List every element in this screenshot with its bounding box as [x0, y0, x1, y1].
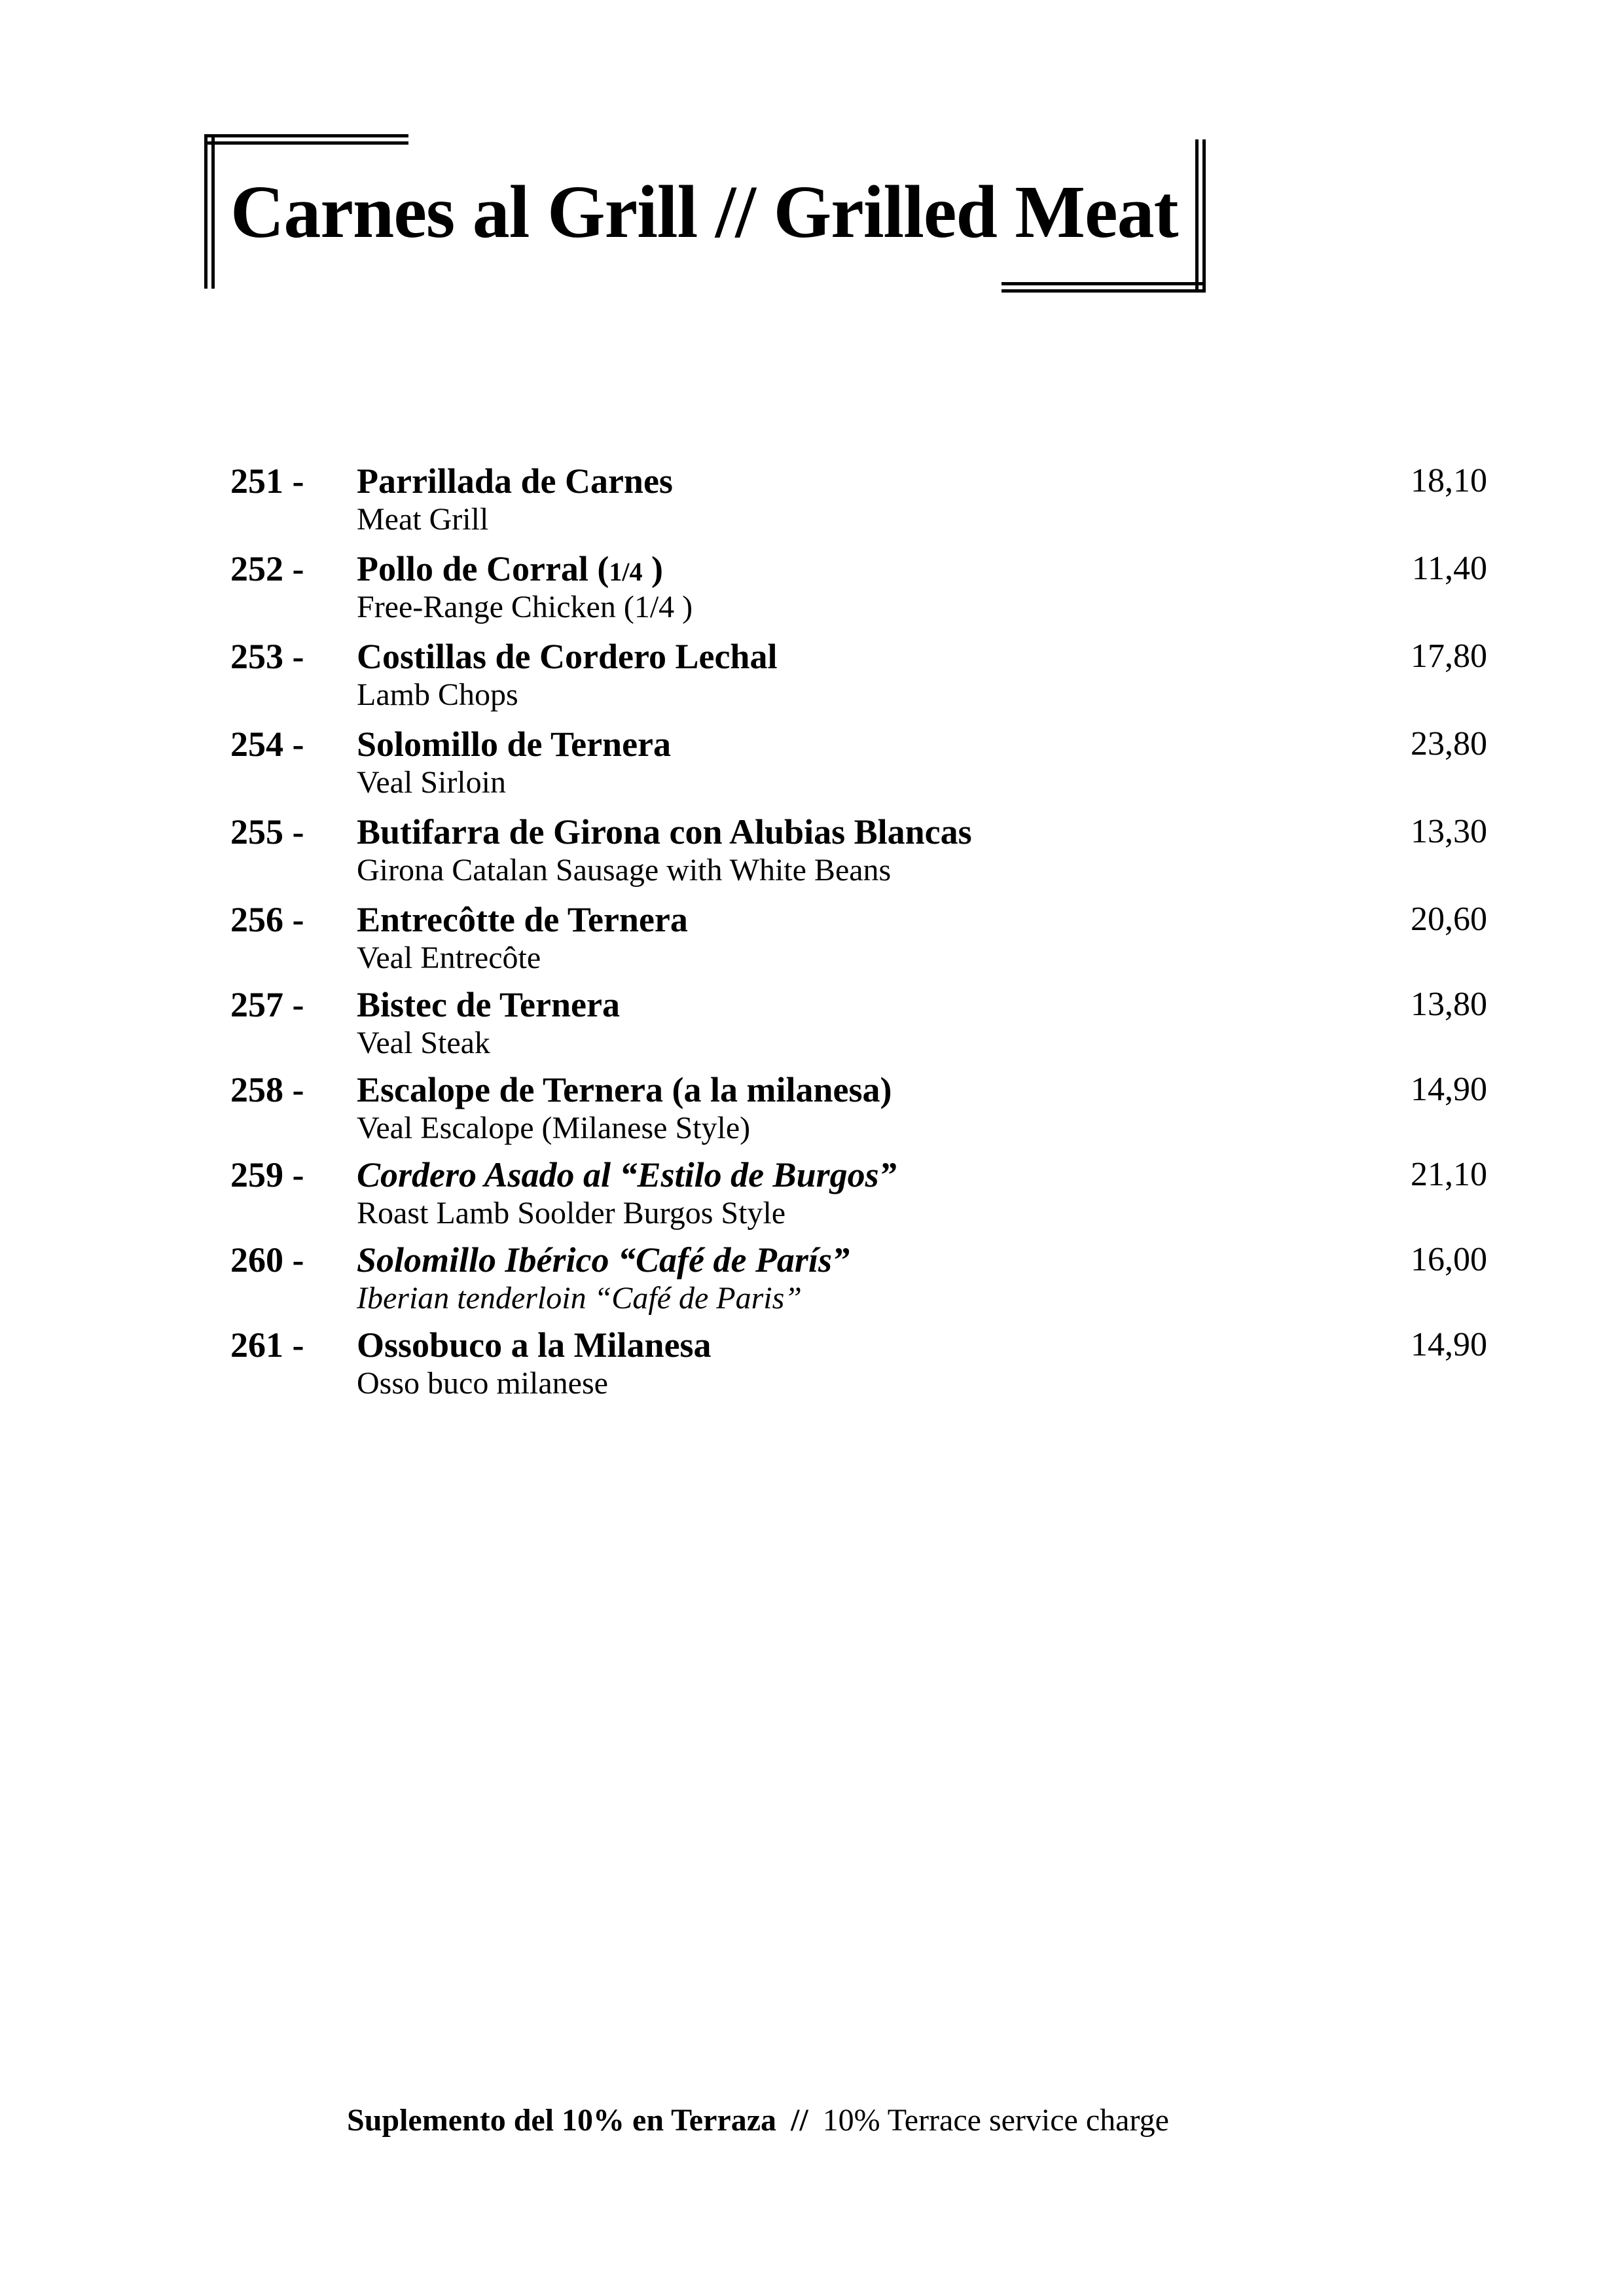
item-number: 252 -: [230, 549, 304, 588]
item-description: Free-Range Chicken (1/4 ): [357, 590, 693, 624]
item-price: 17,80: [1411, 637, 1487, 675]
menu-item: [230, 982, 1487, 1067]
item-name: Solomillo Ibérico “Café de París”: [357, 1240, 850, 1280]
menu-item: [230, 634, 1487, 721]
item-price: 18,10: [1411, 462, 1487, 499]
item-name: Parrillada de Carnes: [357, 461, 673, 501]
menu-item: [230, 897, 1487, 982]
item-number: 255 -: [230, 812, 304, 852]
item-description: Veal Entrecôte: [357, 941, 541, 975]
menu-item: [230, 721, 1487, 809]
menu-item: [230, 458, 1487, 546]
item-description: Veal Sirloin: [357, 765, 506, 800]
item-number: 260 -: [230, 1240, 304, 1280]
item-name-portion: 1/4: [609, 557, 643, 586]
item-description: Veal Escalope (Milanese Style): [357, 1111, 751, 1145]
item-name-main: Pollo de Corral (: [357, 549, 609, 588]
item-price: 14,90: [1411, 1326, 1487, 1363]
item-name: Cordero Asado al “Estilo de Burgos”: [357, 1155, 897, 1194]
item-description: Girona Catalan Sausage with White Beans: [357, 853, 892, 888]
menu-item: [230, 809, 1487, 897]
menu-item: [230, 1322, 1487, 1407]
footer-separator: //: [791, 2103, 808, 2138]
item-price: 23,80: [1411, 725, 1487, 762]
item-price: 20,60: [1411, 901, 1487, 938]
menu-list: [230, 458, 1487, 1407]
menu-item: [230, 546, 1487, 634]
terrace-supplement-es: Suplemento del 10% en Terraza: [347, 2103, 776, 2138]
title-frame: [204, 134, 1206, 293]
item-number: 253 -: [230, 637, 304, 676]
item-description: Osso buco milanese: [357, 1366, 608, 1401]
item-number: 261 -: [230, 1325, 304, 1365]
item-name: Bistec de Ternera: [357, 985, 620, 1024]
item-number: 258 -: [230, 1070, 304, 1109]
item-description: Veal Steak: [357, 1026, 490, 1060]
terrace-supplement-en: 10% Terrace service charge: [822, 2103, 1169, 2138]
menu-item: [230, 1237, 1487, 1322]
item-name: Costillas de Cordero Lechal: [357, 637, 778, 676]
item-description: Iberian tenderloin “Café de Paris”: [357, 1281, 802, 1316]
item-number: 259 -: [230, 1155, 304, 1194]
footer-note: [347, 2101, 1169, 2140]
item-number: 257 -: [230, 985, 304, 1024]
item-name: Escalope de Ternera (a la milanesa): [357, 1070, 892, 1109]
title-bracket-right: [1195, 139, 1206, 293]
menu-item: [230, 1067, 1487, 1152]
item-price: 11,40: [1411, 550, 1487, 587]
item-description: Roast Lamb Soolder Burgos Style: [357, 1196, 786, 1230]
title-bracket-top-left: [204, 134, 408, 145]
item-name: Butifarra de Girona con Alubias Blancas: [357, 812, 972, 852]
item-price: 14,90: [1411, 1071, 1487, 1108]
item-name: Entrecôtte de Ternera: [357, 900, 688, 939]
item-description: Lamb Chops: [357, 677, 518, 712]
item-name: Solomillo de Ternera: [357, 725, 672, 764]
item-name: Ossobuco a la Milanesa: [357, 1325, 712, 1365]
item-number: 254 -: [230, 725, 304, 764]
item-price: 13,80: [1411, 986, 1487, 1023]
item-price: 13,30: [1411, 813, 1487, 850]
menu-item: [230, 1152, 1487, 1237]
item-name-close: ): [642, 549, 664, 588]
item-number: 256 -: [230, 900, 304, 939]
title-bracket-bottom-right: [1001, 282, 1206, 293]
page-title: Carnes al Grill // Grilled Meat: [230, 170, 1178, 253]
item-description: Meat Grill: [357, 502, 489, 537]
title-bracket-left: [204, 134, 215, 289]
item-price: 16,00: [1411, 1241, 1487, 1278]
item-price: 21,10: [1411, 1156, 1487, 1193]
item-number: 251 -: [230, 461, 304, 501]
